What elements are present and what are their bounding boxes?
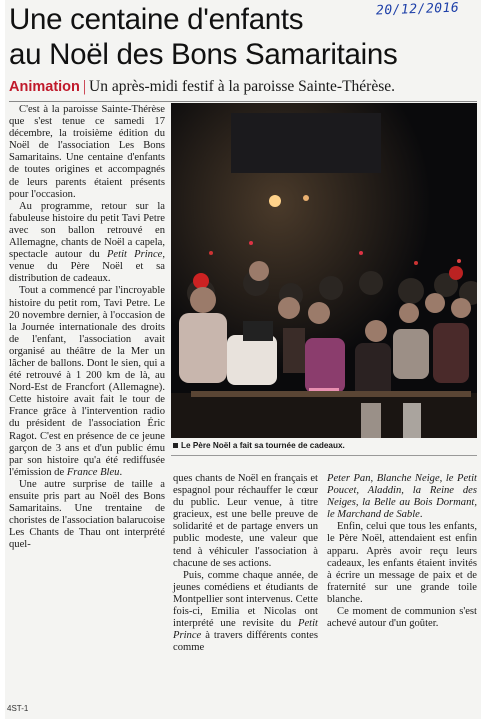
paragraph: Tout a commencé par l'incroyable histoire du petit rom, Tavi Petre. Le 20 novembre dernier, à l'occasion de la Journée internationale des droits de l'enfant, l'association avait organisé au théâtre de la Mer un lâcher de ballons. Dont le sien, qui a été retrouvé à 1 200 km de là, au Nord-Est de Francfort (Allemagne). Cette histoire avait fait le tour de France grâce à l'intervention radio du président de l'association Éric Ragot. C'est en présence de ce jeune garçon de 3 ans et d'un public ému par son histoire qu'a été rediffusée l'émission de France Bleu.	[9, 285, 165, 478]
headline	[9, 2, 479, 72]
photo-caption: Le Père Noël a fait sa tournée de cadeaux.	[173, 441, 477, 450]
caption-bullet-icon	[173, 443, 178, 448]
photo-children-with-santa	[171, 103, 477, 438]
page-code: 4ST-1	[7, 704, 29, 713]
article-column-2	[173, 473, 318, 654]
paragraph: Peter Pan, Blanche Neige, le Petit Poucet, Aladdin, la Reine des Neiges, la Belle au Bois Dormant, le Marchand de Sable.	[327, 473, 477, 521]
kicker-separator: |	[82, 78, 86, 95]
top-rule	[9, 101, 477, 102]
caption-rule	[171, 455, 477, 456]
paragraph: Enfin, celui que tous les enfants, le Père Noël, attendaient est enfin apparu. Après avoir reçu leurs cadeaux, les enfants étaient invités à écrire un message de paix et de fraternité sur une grande toile blanche.	[327, 521, 477, 605]
handwritten-date-stamp: 20/12/2016	[375, 0, 460, 19]
paragraph: Puis, comme chaque année, de jeunes comédiens et étudiants de Montpellier sont intervenus. Cette fois-ci, Emilia et Nicolas ont interprété une revisite du Petit Prince à travers différents contes comme	[173, 569, 318, 654]
subheadline	[9, 78, 479, 100]
paragraph: Une autre surprise de taille a ensuite pris part au Noël des Bons Samaritains. Une trentaine de choristes de l'association balarucoise Les Chants de Thau ont interprété quel-	[9, 478, 165, 551]
section-kicker: Animation	[9, 79, 80, 95]
paragraph: Au programme, retour sur la fabuleuse histoire du petit Tavi Petre avec son ballon retrouvé en Allemagne, chants de Noël a capela, spectacle autour du Petit Prince, venue du Père Noël et sa distribution de cadeaux.	[9, 200, 166, 285]
article-photo	[171, 103, 477, 438]
article-column-1	[9, 104, 165, 551]
headline-line-2: au Noël des Bons Samaritains	[9, 38, 398, 71]
headline-line-1: Une centaine d'enfants	[9, 3, 304, 36]
paragraph: ques chants de Noël en français et espagnol pour réchauffer le cœur du public. Leur venue, à titre gracieux, est une belle preuve de solidarité et de partage envers un public modeste, une valeur que tend à véhiculer l'association à chacune de ses actions.	[173, 473, 318, 569]
paragraph: C'est à la paroisse Sainte-Thérèse que s'est tenue ce samedi 17 décembre, la troisième édition du Noël de l'association Les Bons Samaritains. Une centaine d'enfants de toutes origines et accompagnés de leurs parents étaient présents pour l'occasion.	[9, 104, 165, 200]
subhead-text: Un après-midi festif à la paroisse Sainte-Thérèse.	[89, 78, 396, 95]
paragraph: Ce moment de communion s'est achevé autour d'un goûter.	[327, 606, 477, 630]
newspaper-clipping	[5, 0, 481, 719]
article-column-3	[327, 473, 477, 630]
